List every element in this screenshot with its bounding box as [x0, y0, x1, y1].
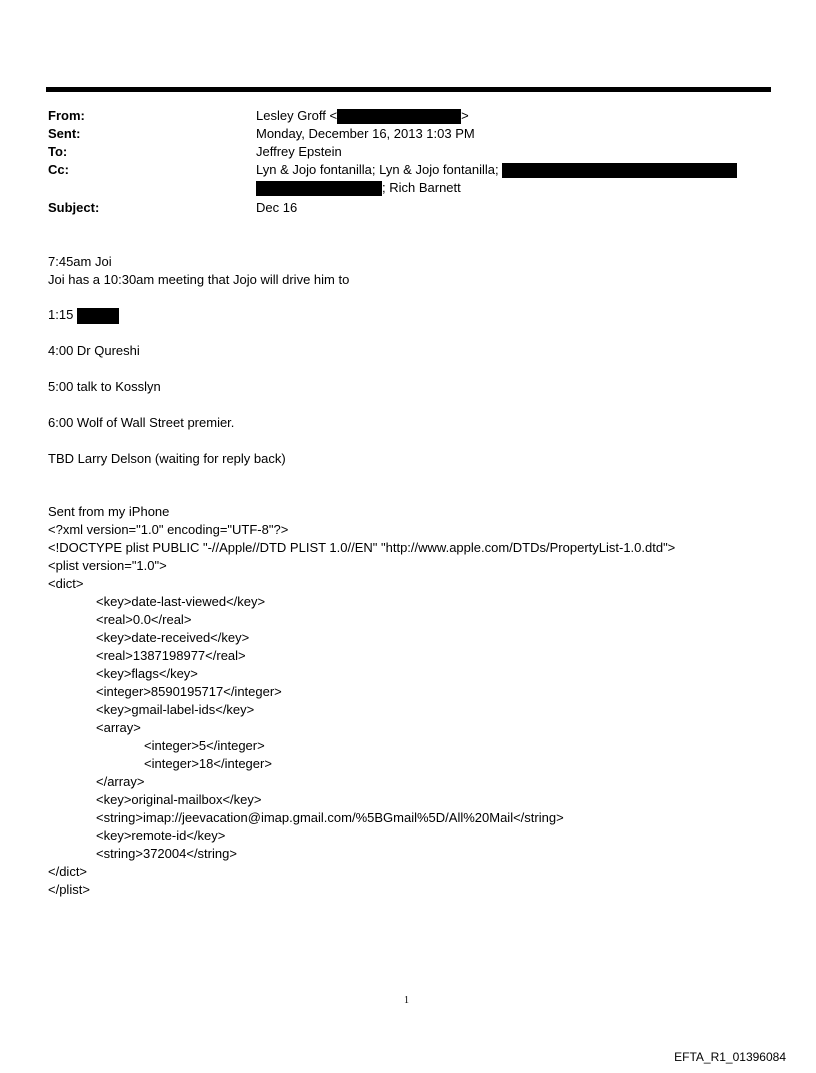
redaction-block: [256, 181, 382, 196]
body-line: [48, 306, 119, 324]
sent-value: Monday, December 16, 2013 1:03 PM: [256, 126, 475, 141]
xml-line: <?xml version="1.0" encoding="UTF-8"?>: [48, 522, 289, 537]
to-value: Jeffrey Epstein: [256, 144, 342, 159]
xml-line: <array>: [96, 720, 141, 735]
body-line: 6:00 Wolf of Wall Street premier.: [48, 415, 235, 430]
xml-line: </dict>: [48, 864, 88, 879]
subject-label: Subject:: [48, 200, 100, 215]
xml-line: <key>flags</key>: [96, 666, 198, 681]
sent-label: Sent:: [48, 126, 81, 141]
body-line: Joi has a 10:30am meeting that Jojo will drive him to: [48, 272, 350, 287]
xml-line: <key>gmail-label-ids</key>: [96, 702, 255, 717]
xml-line: <integer>5</integer>: [144, 738, 265, 753]
body-line: 5:00 talk to Kosslyn: [48, 379, 161, 394]
xml-line: <!DOCTYPE plist PUBLIC "-//Apple//DTD PLIST 1.0//EN" "http://www.apple.com/DTDs/PropertyList-1.0.dtd">: [48, 540, 676, 555]
xml-line: </plist>: [48, 882, 90, 897]
subject-value: Dec 16: [256, 200, 298, 215]
header-rule: [46, 87, 771, 92]
cc-tail: ; Rich Barnett: [382, 180, 461, 195]
xml-line: <key>remote-id</key>: [96, 828, 226, 843]
cc-recipients: Lyn & Jojo fontanilla; Lyn & Jojo fontanilla;: [256, 162, 499, 177]
cc-value-cont: [256, 179, 461, 197]
redaction-block: [77, 308, 119, 324]
time-text: 1:15: [48, 307, 74, 322]
xml-line: <key>date-received</key>: [96, 630, 250, 645]
cc-label: Cc:: [48, 162, 69, 177]
page-number: 1: [404, 995, 409, 1006]
xml-line: <key>date-last-viewed</key>: [96, 594, 266, 609]
redaction-block: [337, 109, 461, 124]
xml-line: <plist version="1.0">: [48, 558, 167, 573]
xml-line: <dict>: [48, 576, 84, 591]
from-value: [256, 107, 469, 125]
body-line: 7:45am Joi: [48, 254, 112, 269]
xml-line: <key>original-mailbox</key>: [96, 792, 262, 807]
body-line: TBD Larry Delson (waiting for reply back): [48, 451, 286, 466]
sender-name: Lesley Groff <: [256, 108, 338, 123]
bates-number: EFTA_R1_01396084: [674, 1050, 786, 1064]
xml-line: <real>1387198977</real>: [96, 648, 246, 663]
cc-value: [256, 161, 737, 179]
to-label: To:: [48, 144, 68, 159]
sender-close: >: [461, 108, 469, 123]
xml-line: <real>0.0</real>: [96, 612, 192, 627]
xml-line: </array>: [96, 774, 145, 789]
xml-line: <integer>8590195717</integer>: [96, 684, 282, 699]
redaction-block: [502, 163, 737, 178]
signature: Sent from my iPhone: [48, 504, 170, 519]
xml-line: <string>372004</string>: [96, 846, 237, 861]
xml-line: <integer>18</integer>: [144, 756, 272, 771]
from-label: From:: [48, 108, 85, 123]
xml-line: <string>imap://jeevacation@imap.gmail.com/%5BGmail%5D/All%20Mail</string>: [96, 810, 564, 825]
body-line: 4:00 Dr Qureshi: [48, 343, 140, 358]
